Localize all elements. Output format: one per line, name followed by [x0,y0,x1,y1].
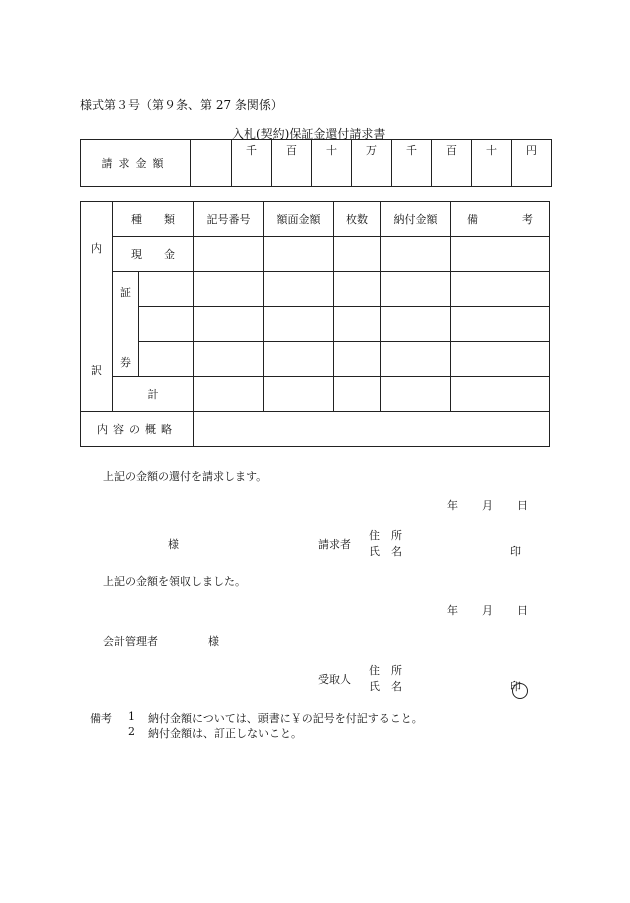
requester-name-label: 氏 名 [369,545,402,558]
detail-cell[interactable] [381,272,451,307]
note-text: 納付金額については、頭書に￥の記号を付記すること。 [148,712,423,725]
recipient-seal: 印 [510,680,521,693]
request-month: 月 [482,499,493,512]
breakdown-side-label: 内 訳 [81,202,113,412]
amount-blank-cell[interactable] [191,140,232,187]
detail-cell[interactable] [139,307,194,342]
detail-cell[interactable] [451,377,550,412]
receipt-year: 年 [447,604,458,617]
notes-label: 備考 [90,712,112,725]
form-number: 様式第３号（第９条、第 27 条関係） [80,98,283,112]
detail-cell[interactable] [451,272,550,307]
digit-cell[interactable]: 千 [392,140,432,187]
detail-cell[interactable] [264,307,334,342]
detail-cell[interactable] [264,342,334,377]
requester-seal: 印 [510,545,521,558]
detail-table [80,201,550,447]
receipt-statement: 上記の金額を領収しました。 [103,575,246,588]
detail-cell[interactable] [381,342,451,377]
summary-cell[interactable] [194,412,550,447]
row-cash-label: 現 金 [113,237,194,272]
detail-cell[interactable] [194,307,264,342]
detail-cell[interactable] [264,237,334,272]
digit-cell[interactable]: 円 [512,140,552,187]
recipient-name-label: 氏 名 [369,680,402,693]
detail-cell[interactable] [334,307,381,342]
request-amount-table [80,139,552,187]
requester-address-label: 住 所 [369,529,402,542]
request-year: 年 [447,499,458,512]
note-number: 2 [128,725,135,738]
digit-cell[interactable]: 千 [232,140,272,187]
header-face-value: 額面金額 [264,202,334,237]
detail-cell[interactable] [334,272,381,307]
detail-cell[interactable] [264,377,334,412]
recipient-label: 受取人 [318,673,351,686]
header-code-number: 記号番号 [194,202,264,237]
detail-cell[interactable] [451,237,550,272]
detail-cell[interactable] [334,237,381,272]
addressee-honorific: 様 [168,538,179,551]
detail-cell[interactable] [194,377,264,412]
digit-cell[interactable]: 百 [272,140,312,187]
header-type: 種 類 [113,202,194,237]
digit-cell[interactable]: 百 [432,140,472,187]
request-day: 日 [517,499,528,512]
header-paid-amount: 納付金額 [381,202,451,237]
cursor-circle-icon [512,683,528,699]
detail-cell[interactable] [381,377,451,412]
detail-cell[interactable] [139,272,194,307]
securities-label: 証 券 [113,272,139,377]
receipt-month: 月 [482,604,493,617]
detail-cell[interactable] [451,342,550,377]
receipt-day: 日 [517,604,528,617]
recipient-address-label: 住 所 [369,664,402,677]
digit-cell[interactable]: 十 [312,140,352,187]
detail-cell[interactable] [194,237,264,272]
detail-cell[interactable] [451,307,550,342]
digit-cell[interactable]: 万 [352,140,392,187]
detail-cell[interactable] [381,237,451,272]
row-total-label: 計 [113,377,194,412]
request-amount-label: 請求金額 [81,140,191,187]
note-number: 1 [128,710,135,723]
detail-cell[interactable] [381,307,451,342]
detail-cell[interactable] [264,272,334,307]
accounting-manager-honorific: 様 [208,635,219,648]
form-title: 入札(契約)保証金還付請求書 [232,127,386,141]
detail-cell[interactable] [139,342,194,377]
detail-cell[interactable] [194,342,264,377]
accounting-manager-label: 会計管理者 [103,635,158,648]
note-text: 納付金額は、訂正しないこと。 [148,727,302,740]
detail-cell[interactable] [334,377,381,412]
detail-cell[interactable] [334,342,381,377]
header-count: 枚数 [334,202,381,237]
summary-label: 内容の概略 [81,412,194,447]
digit-cell[interactable]: 十 [472,140,512,187]
request-statement: 上記の金額の還付を請求します。 [103,470,268,483]
requester-label: 請求者 [318,538,351,551]
detail-cell[interactable] [194,272,264,307]
header-remarks: 備 考 [451,202,550,237]
